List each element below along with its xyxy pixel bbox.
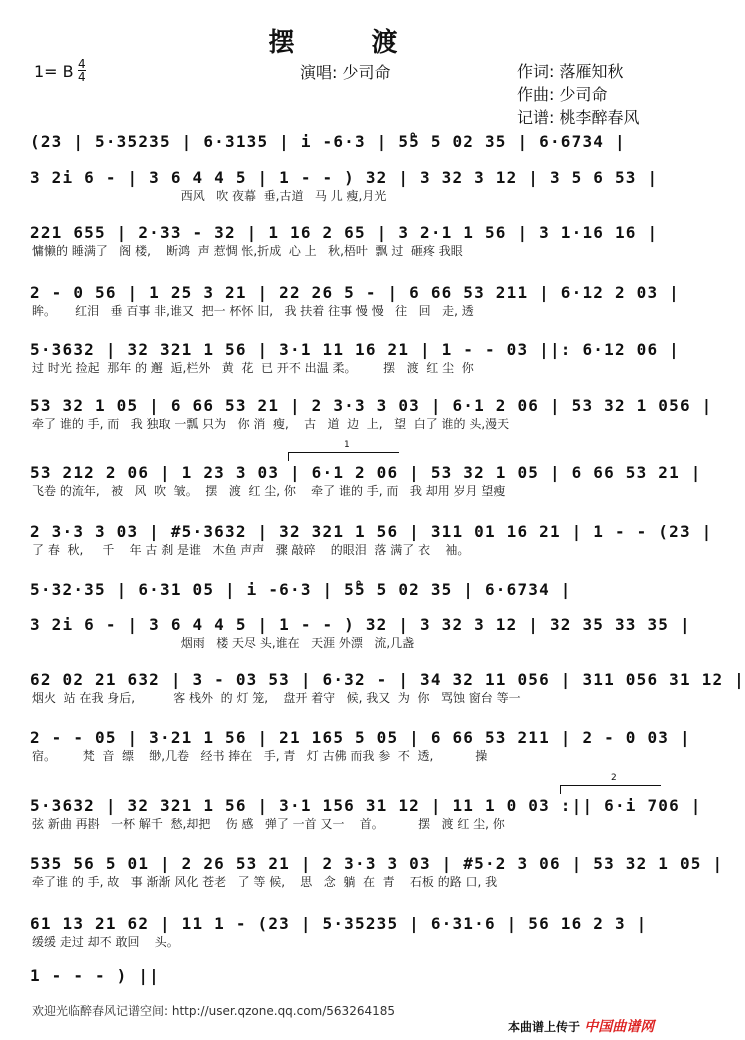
notation-row: 2 - - 05 | 3·21 1 56 | 21 165 5 05 | 6 66 53 211 | 2 - 0 03 | (30, 728, 691, 747)
lyricist-credit: 作词: 落雁知秋 (517, 62, 624, 81)
staff-line-2 (30, 168, 666, 204)
volta-bracket-1 (288, 440, 399, 461)
lyrics-row: 烟火 站 在我 身后, 客 栈外 的 灯 笼, 盘开 着守 候, 我又 为 你 骂蚀 窗台 等一 (32, 691, 521, 705)
volta-bracket-2 (560, 773, 661, 794)
notation-row: 535 56 5 01 | 2 26 53 21 | 2 3·3 3 03 | #5·2 3 06 | 53 32 1 05 | (30, 854, 724, 873)
key-signature: 1= B (34, 62, 74, 81)
notation-row: 53 32 1 05 | 6 66 53 21 | 2 3·3 3 03 | 6·1 2 06 | 53 32 1 056 | (30, 396, 713, 415)
staff-line-11 (30, 670, 745, 706)
footer-note: 欢迎光临醉春风记谱空间: http://user.qzone.qq.com/563264185 (32, 1004, 396, 1018)
notation-row: 62 02 21 632 | 3 - 03 53 | 6·32 - | 34 32 11 056 | 311 056 31 12 | (30, 670, 745, 689)
volta-label: 1 (344, 440, 350, 450)
notation-row: 3 2i 6 - | 3 6 4 4 5 | 1 - - ) 32 | 3 32 3 12 | 3 5 6 53 | (30, 168, 659, 187)
lyrics-row: 慵懒的 睡满了 阁 楼, 断鸿 声 惹惆 怅,折成 心 上 秋,梧叶 飘 过 砸疼 我眼 (32, 244, 463, 258)
lyrics-row: 了 春 秋, 千 年 古 刹 是谁 木鱼 声声 骤 敲碎 的眼泪 落 满了 衣 袖。 (32, 543, 470, 557)
upload-text: 本曲谱上传于 (508, 1020, 581, 1034)
notation-row: 5·3632 | 32 321 1 56 | 3·1 156 31 12 | 11 1 0 03 :|| 6·i 706 | (30, 796, 702, 815)
lyrics-row: 眸。 红泪 垂 百事 非,谁又 把一 杯怀 旧, 我 扶着 往事 慢 慢 往 回 走, 透 (32, 304, 474, 318)
staff-line-1 (30, 132, 666, 152)
staff-line-8 (30, 522, 713, 558)
notation-row: 53 212 2 06 | 1 23 3 03 | 6·1 2 06 | 53 32 1 05 | 6 66 53 21 | (30, 463, 702, 482)
time-signature (78, 58, 86, 83)
notation-row: 5·3632 | 32 321 1 56 | 3·1 11 16 21 | 1 - - 03 ||: 6·12 06 | (30, 340, 680, 359)
staff-line-10 (30, 615, 691, 651)
staff-line-9 (30, 580, 666, 600)
time-bottom: 4 (78, 70, 86, 84)
notation-row: 5·32·35 | 6·31 05 | i -6·3 | 5̊5 5 02 35 | 6·6734 | (30, 580, 572, 599)
lyrics-row: 飞卷 的流年, 被 风 吹 皱。 摆 渡 红 尘, 你 牵了 谁的 手, 而 我 却用 岁月 望瘦 (32, 484, 506, 498)
lyrics-row: 缓缓 走过 却不 敢回 头。 (32, 935, 179, 949)
staff-line-15 (30, 914, 666, 950)
volta-label: 2 (611, 773, 617, 783)
site-logo: 中国曲谱网 (584, 1019, 655, 1035)
notation-row: 221 655 | 2·33 - 32 | 1 16 2 65 | 3 2·1 1 56 | 3 1·16 16 | (30, 223, 659, 242)
credits-block (517, 60, 639, 129)
lyrics-row: 过 时光 捡起 那年 的 邂 逅,栏外 黄 花 已 开不 出温 柔。 摆 渡 红 尘 你 (32, 361, 474, 375)
notation-row: 61 13 21 62 | 11 1 - (23 | 5·35235 | 6·31·6 | 56 16 2 3 | (30, 914, 648, 933)
upload-credit (508, 1016, 654, 1036)
lyrics-row: 牵了 谁的 手, 而 我 独取 一瓢 只为 你 消 瘦, 古 道 边 上, 望 白了 谁的 头,漫天 (32, 417, 510, 431)
staff-line-14 (30, 854, 724, 890)
singer-credit: 演唱: 少司命 (300, 63, 391, 82)
lyrics-row: 牵了谁 的 手, 故 事 渐渐 风化 苍老 了 等 候, 思 念 躺 在 青 石板 的路 口, 我 (32, 875, 498, 889)
staff-line-4 (30, 283, 680, 319)
song-title: 摆 渡 (268, 28, 432, 58)
staff-line-12 (30, 728, 691, 764)
transcriber-credit: 记谱: 桃李醉春风 (517, 108, 640, 127)
staff-line-5 (30, 340, 680, 376)
notation-row: 3 2i 6 - | 3 6 4 4 5 | 1 - - ) 32 | 3 32 3 12 | 32 35 33 35 | (30, 615, 691, 634)
lyrics-row: 宿。 梵 音 缥 缈,几卷 经书 捧在 手, 青 灯 古佛 而我 参 不 透, 操 (32, 749, 488, 763)
staff-line-6 (30, 396, 713, 432)
notation-row: (23 | 5·35235 | 6·3135 | i -6·3 | 5̊5 5 02 35 | 6·6734 | (30, 132, 626, 151)
staff-line-7 (30, 463, 702, 499)
lyrics-row: 烟雨 楼 天尽 头,谁在 天涯 外漂 流,几盏 (32, 636, 415, 650)
notation-row: 1 - - - ) || (30, 966, 160, 985)
time-top: 4 (78, 57, 86, 71)
notation-row: 2 3·3 3 03 | #5·3632 | 32 321 1 56 | 311 01 16 21 | 1 - - (23 | (30, 522, 713, 541)
staff-line-13 (30, 796, 702, 832)
composer-credit: 作曲: 少司命 (517, 85, 608, 104)
lyrics-row: 弦 新曲 再斟 一杯 解千 愁,却把 伤 感 弹了 一首 又一 首。 摆 渡 红 尘, 你 (32, 817, 505, 831)
staff-line-16 (30, 966, 666, 986)
notation-row: 2 - 0 56 | 1 25 3 21 | 22 26 5 - | 6 66 53 211 | 6·12 2 03 | (30, 283, 680, 302)
lyrics-row: 西风 吹 夜幕 垂,古道 马 儿 瘦,月光 (32, 189, 387, 203)
staff-line-3 (30, 223, 666, 259)
